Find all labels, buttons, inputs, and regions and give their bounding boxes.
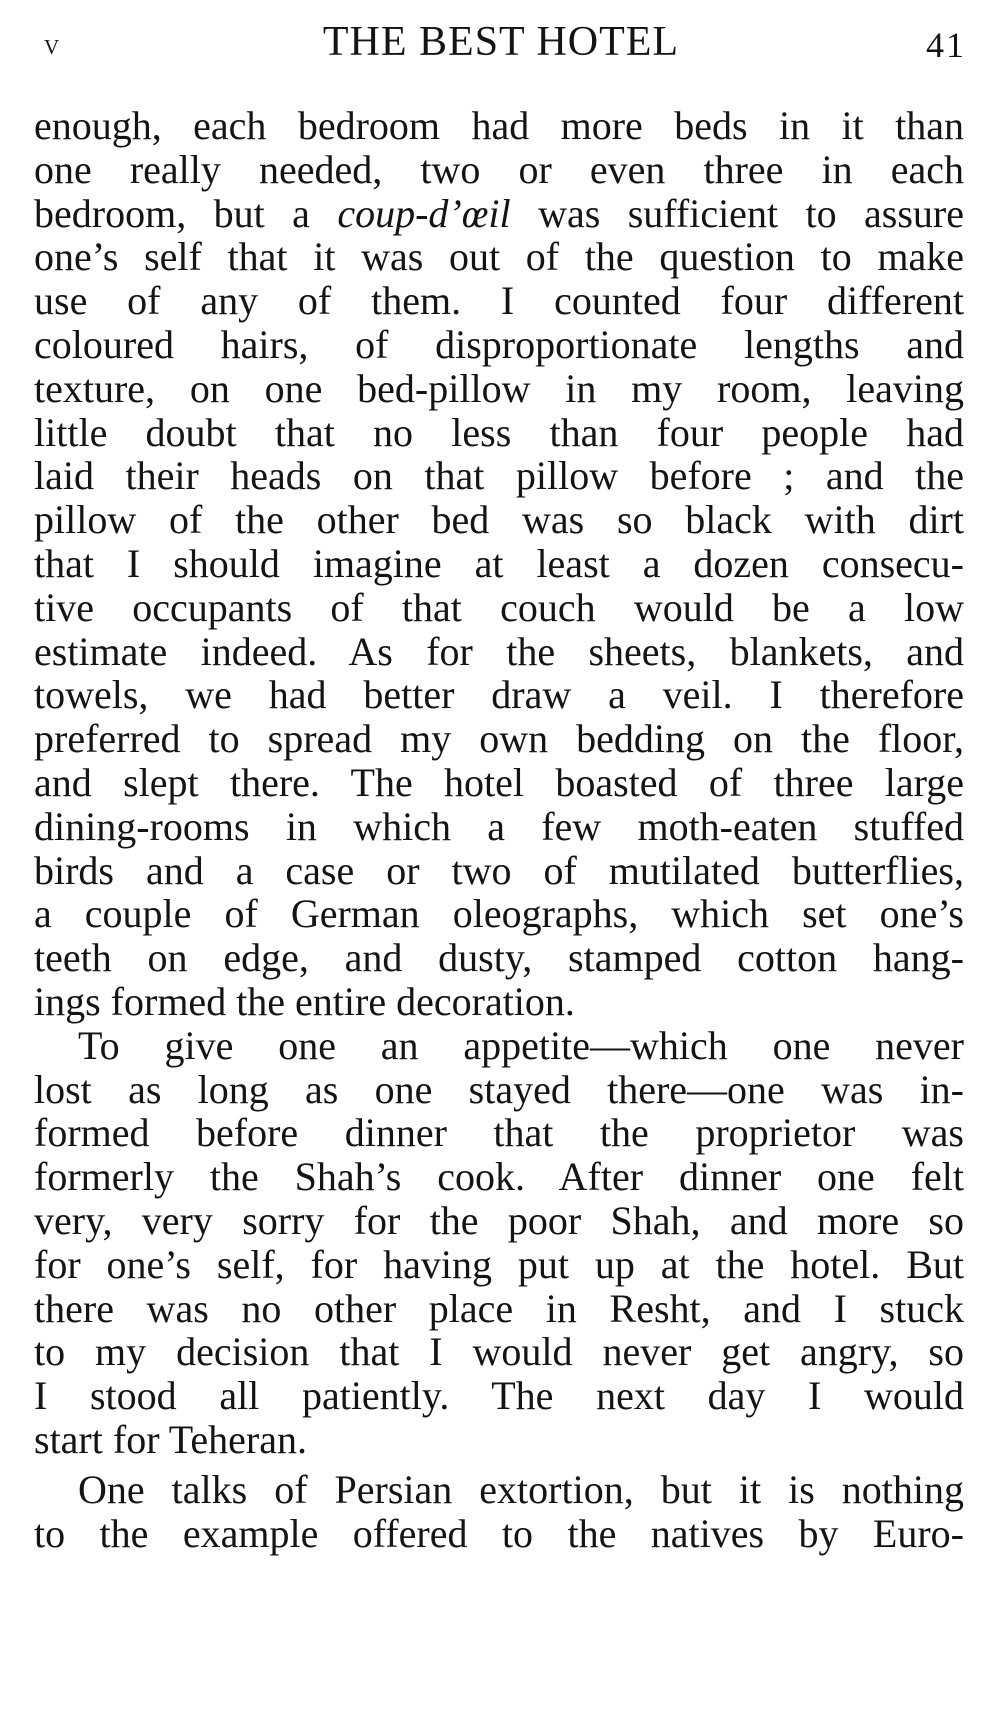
text-line: coloured hairs, of disproportionate lengths and [34,321,964,367]
text-line: a couple of German oleographs, which set one’s [34,891,964,937]
text-line: one really needed, two or even three in each [34,146,964,192]
text-line: pillow of the other bed was so black with dirt [34,497,964,543]
text-line: and slept there. The hotel boasted of three large [34,759,964,805]
running-header [36,18,966,68]
text-line: birds and a case or two of mutilated butterflies, [34,847,964,893]
text-line: towels, we had better draw a veil. I therefore [34,672,964,718]
text-line: preferred to spread my own bedding on the floor, [34,716,964,762]
text-line: very, very sorry for the poor Shah, and more so [34,1197,964,1243]
paragraph-start-line: To give one an appetite—which one never [78,1022,964,1068]
text-fragment: bedroom, but a [34,190,338,236]
paragraph-start-line: One talks of Persian extortion, but it is nothing [78,1466,964,1512]
text-line: start for Teheran. [34,1416,308,1462]
text-fragment: was sufficient to assure [510,190,964,236]
text-line: lost as long as one stayed there—one was in- [34,1066,964,1112]
text-line: estimate indeed. As for the sheets, blankets, and [34,628,964,674]
text-line: enough, each bedroom had more beds in it than [34,103,964,148]
text-line: teeth on edge, and dusty, stamped cotton hang- [34,935,964,981]
text-line: for one’s self, for having put up at the hotel. But [34,1241,964,1287]
text-line: ings formed the entire decoration. [34,978,575,1024]
text-line-with-italic [34,192,964,236]
text-line: dining-rooms in which a few moth-eaten stuffed [34,803,964,849]
italic-phrase: coup-d’œil [337,190,511,236]
running-title: THE BEST HOTEL [322,19,680,65]
text-line: to my decision that I would never get angry, so [34,1329,964,1375]
text-line: that I should imagine at least a dozen consecu- [34,540,964,586]
text-line: there was no other place in Resht, and I stuck [34,1285,964,1331]
text-line: formed before dinner that the proprietor was [34,1110,964,1156]
text-line: formerly the Shah’s cook. After dinner one felt [34,1154,964,1200]
chapter-number: v [44,28,60,61]
text-line: laid their heads on that pillow before ; and the [34,453,964,499]
text-line: use of any of them. I counted four different [34,278,964,324]
text-line: one’s self that it was out of the question to make [34,234,964,280]
page-number: 41 [926,25,966,65]
text-line: texture, on one bed-pillow in my room, leaving [34,365,964,411]
text-line: tive occupants of that couch would be a low [34,584,964,630]
text-line: little doubt that no less than four people had [34,409,964,455]
body-text [34,104,964,1555]
text-line: to the example offered to the natives by Euro- [34,1510,964,1556]
text-line: I stood all patiently. The next day I would [34,1373,964,1419]
